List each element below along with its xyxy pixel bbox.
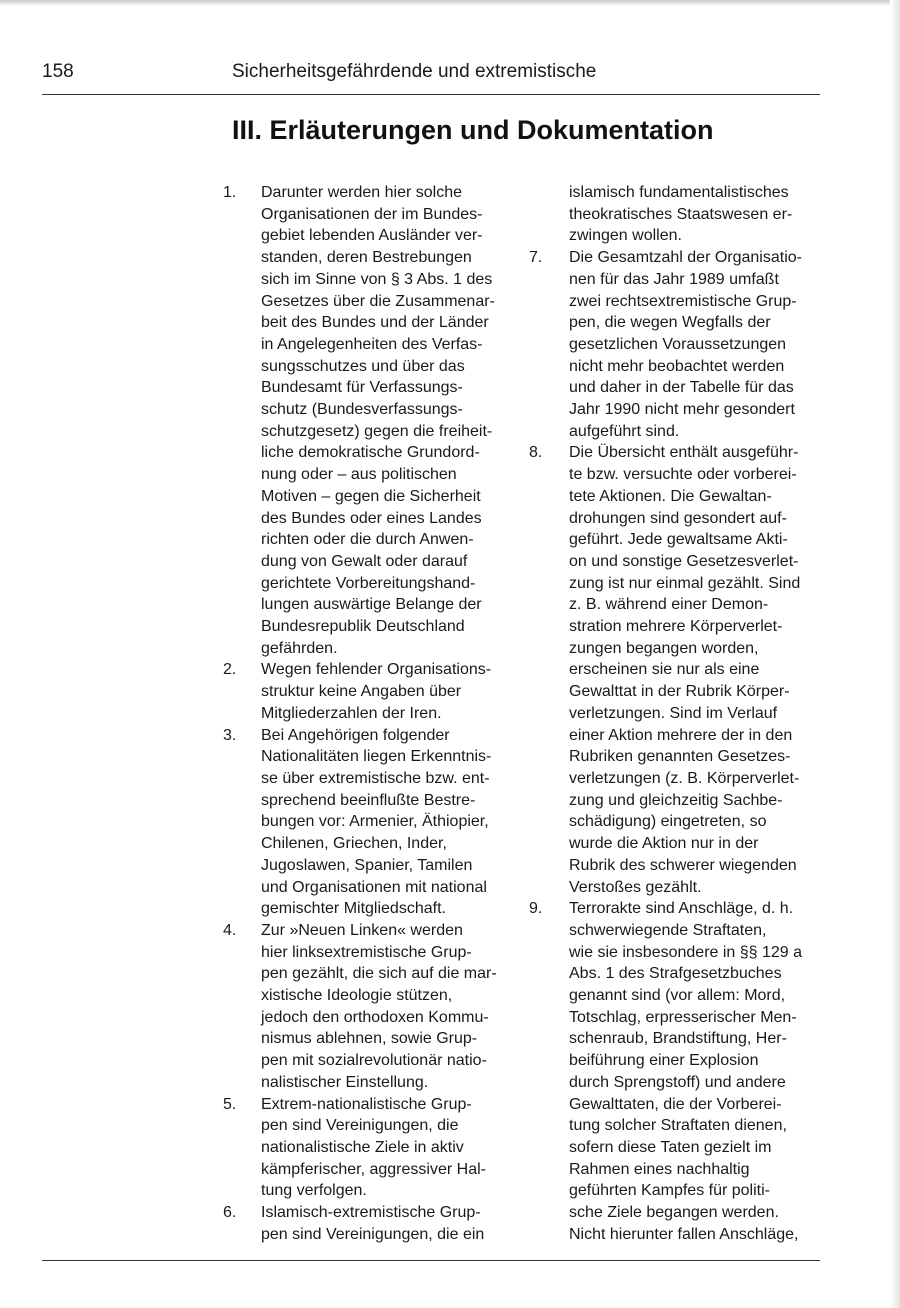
footnote-item: [223, 659, 515, 724]
footnote-text: [569, 898, 821, 1245]
text-line: einer Aktion mehrere der in den: [569, 726, 793, 744]
page-number: 158: [42, 61, 74, 82]
text-line: wie sie insbesondere in §§ 129 a: [569, 943, 803, 961]
text-line: zwingen wollen.: [569, 227, 682, 245]
text-line: kämpferischer, aggressiver Hal-: [261, 1160, 486, 1178]
footnote-text: [261, 659, 515, 724]
text-line: aufgeführt sind.: [569, 422, 680, 440]
text-line: nung oder – aus politischen: [261, 466, 457, 484]
footnote-item: [223, 1094, 515, 1203]
text-line: Verstoßes gezählt.: [569, 878, 702, 896]
text-line: pen mit sozialrevolutionär natio-: [261, 1052, 487, 1070]
bottom-rule: [42, 1260, 820, 1261]
text-line: Nicht hierunter fallen Anschläge,: [569, 1225, 799, 1243]
footnote-number: 6.: [223, 1204, 237, 1222]
footnote-number: 7.: [529, 249, 543, 267]
text-line: tete Aktionen. Die Gewaltan-: [569, 487, 772, 505]
text-line: verletzungen (z. B. Körperverlet-: [569, 769, 800, 787]
footnote-item: [223, 725, 515, 920]
text-line: Organisationen der im Bundes-: [261, 205, 483, 223]
text-line: Gewalttat in der Rubrik Körper-: [569, 683, 790, 701]
text-line: Extrem-nationalistische Grup-: [261, 1095, 472, 1113]
text-line: Jahr 1990 nicht mehr gesondert: [569, 401, 795, 419]
text-line: zungen begangen worden,: [569, 639, 759, 657]
text-line: Gewalttaten, die der Vorberei-: [569, 1095, 782, 1113]
scan-edge-right: [890, 0, 900, 1308]
text-line: liche demokratische Grundord-: [261, 444, 480, 462]
text-line: gebiet lebenden Ausländer ver-: [261, 227, 483, 245]
text-line: stration mehrere Körperverlet-: [569, 618, 783, 636]
text-line: Bundesrepublik Deutschland: [261, 618, 465, 636]
text-line: z. B. während einer Demon-: [569, 596, 769, 614]
text-line: Jugoslawen, Spanier, Tamilen: [261, 856, 473, 874]
footnote-number: 4.: [223, 921, 237, 939]
text-line: gefährden.: [261, 639, 338, 657]
text-line: Bei Angehörigen folgender: [261, 726, 450, 744]
text-line: theokratisches Staatswesen er-: [569, 205, 793, 223]
scan-edge-top: [0, 0, 900, 6]
text-line: jedoch den orthodoxen Kommu-: [261, 1008, 489, 1026]
text-line: drohungen sind gesondert auf-: [569, 509, 787, 527]
footnote-number: 3.: [223, 726, 237, 744]
text-line: on und sonstige Gesetzesverlet-: [569, 552, 799, 570]
text-line: wurde die Aktion nur in der: [569, 835, 759, 853]
text-line: zung ist nur einmal gezählt. Sind: [569, 574, 801, 592]
text-line: gemischter Mitgliedschaft.: [261, 900, 446, 918]
text-line: schutzgesetz) gegen die freiheit-: [261, 422, 493, 440]
footnote-text: [569, 442, 821, 898]
text-line: in Angelegenheiten des Verfas-: [261, 335, 483, 353]
footnote-item: [223, 182, 515, 659]
text-line: Totschlag, erpresserischer Men-: [569, 1008, 797, 1026]
text-line: schwerwiegende Straftaten,: [569, 921, 767, 939]
text-line: gerichtete Vorbereitungshand-: [261, 574, 476, 592]
text-line: Nationalitäten liegen Erkenntnis-: [261, 748, 492, 766]
footnote-number: 9.: [529, 900, 543, 918]
text-line: geführten Kampfes für politi-: [569, 1182, 770, 1200]
text-line: pen sind Vereinigungen, die: [261, 1117, 459, 1135]
text-line: nationalistische Ziele in aktiv: [261, 1138, 464, 1156]
text-line: Zur »Neuen Linken« werden: [261, 921, 463, 939]
text-line: Terrorakte sind Anschläge, d. h.: [569, 900, 794, 918]
text-line: hier linksextremistische Grup-: [261, 943, 472, 961]
text-line: genannt sind (vor allem: Mord,: [569, 987, 786, 1005]
footnote-number: 5.: [223, 1095, 237, 1113]
footnote-text: [261, 725, 515, 920]
continuation-of-note-6: [529, 182, 821, 247]
footnote-number: 1.: [223, 184, 237, 201]
text-line: verletzungen. Sind im Verlauf: [569, 704, 778, 722]
footnote-number: 8.: [529, 444, 543, 462]
footnote-item: [223, 920, 515, 1094]
text-line: richten oder die durch Anwen-: [261, 531, 474, 549]
text-line: und Organisationen mit national: [261, 878, 487, 896]
footnote-text: [261, 182, 515, 659]
section-title: III. Erläuterungen und Dokumentation: [232, 115, 714, 145]
text-line: des Bundes oder eines Landes: [261, 509, 482, 527]
text-line: zwei rechtsextremistische Grup-: [569, 292, 797, 310]
text-line: nalistischer Einstellung.: [261, 1073, 429, 1091]
text-line: islamisch fundamentalistisches: [569, 184, 789, 201]
text-line: xistische Ideologie stützen,: [261, 987, 453, 1005]
text-line: Islamisch-extremistische Grup-: [261, 1204, 481, 1222]
text-line: Die Übersicht enthält ausgeführ-: [569, 444, 799, 462]
right-column: [529, 182, 821, 1245]
text-line: schädigung) eingetreten, so: [569, 813, 767, 831]
footnote-number: 2.: [223, 661, 237, 679]
text-line: tung verfolgen.: [261, 1182, 367, 1200]
footnote-text: [261, 1094, 515, 1203]
text-line: schutz (Bundesverfassungs-: [261, 401, 463, 419]
text-line: geführt. Jede gewaltsame Akti-: [569, 531, 788, 549]
footnote-item: [529, 247, 821, 442]
text-line: Rubrik des schwerer wiegenden: [569, 856, 797, 874]
footnote-item: [529, 442, 821, 898]
text-line: durch Sprengstoff) und andere: [569, 1073, 786, 1091]
footnote-item: [529, 898, 821, 1245]
text-line: struktur keine Angaben über: [261, 683, 462, 701]
text-line: gesetzlichen Voraussetzungen: [569, 335, 787, 353]
footnote-text: [261, 920, 515, 1094]
text-line: beit des Bundes und der Länder: [261, 314, 489, 332]
text-line: Wegen fehlender Organisations-: [261, 661, 492, 679]
text-line: Rubriken genannten Gesetzes-: [569, 748, 791, 766]
text-line: bungen vor: Armenier, Äthiopier,: [261, 813, 489, 831]
text-line: nismus ablehnen, sowie Grup-: [261, 1030, 478, 1048]
text-line: standen, deren Bestrebungen: [261, 249, 472, 267]
running-header: [42, 60, 820, 95]
text-line: beiführung einer Explosion: [569, 1052, 759, 1070]
text-line: sche Ziele begangen werden.: [569, 1204, 779, 1222]
text-line: lungen auswärtige Belange der: [261, 596, 482, 614]
text-line: nicht mehr beobachtet werden: [569, 357, 785, 375]
text-line: Chilenen, Griechen, Inder,: [261, 835, 447, 853]
text-line: Mitgliederzahlen der Iren.: [261, 704, 442, 722]
text-line: Die Gesamtzahl der Organisatio-: [569, 249, 802, 267]
left-column: [223, 182, 515, 1245]
text-line: Bundesamt für Verfassungs-: [261, 379, 463, 397]
text-line: zung und gleichzeitig Sachbe-: [569, 791, 783, 809]
text-line: Motiven – gegen die Sicherheit: [261, 487, 481, 505]
text-line: Darunter werden hier solche: [261, 184, 462, 201]
text-line: te bzw. versuchte oder vorberei-: [569, 466, 797, 484]
text-line: erscheinen sie nur als eine: [569, 661, 760, 679]
footnote-item: [223, 1202, 515, 1245]
text-line: sungsschutzes und über das: [261, 357, 465, 375]
text-line: pen, die wegen Wegfalls der: [569, 314, 771, 332]
text-line: sofern diese Taten gezielt im: [569, 1138, 772, 1156]
footnote-text: [569, 247, 821, 442]
text-line: tung solcher Straftaten dienen,: [569, 1117, 787, 1135]
text-line: und daher in der Tabelle für das: [569, 379, 794, 397]
text-line: Abs. 1 des Strafgesetzbuches: [569, 965, 782, 983]
text-line: nen für das Jahr 1989 umfaßt: [569, 270, 779, 288]
footnote-text: [261, 1202, 515, 1245]
text-line: sich im Sinne von § 3 Abs. 1 des: [261, 270, 493, 288]
text-line: Rahmen eines nachhaltig: [569, 1160, 750, 1178]
text-line: pen sind Vereinigungen, die ein: [261, 1225, 485, 1243]
text-line: schenraub, Brandstiftung, Her-: [569, 1030, 787, 1048]
running-title: Sicherheitsgefährdende und extremistische: [232, 61, 597, 82]
text-line: sprechend beeinflußte Bestre-: [261, 791, 476, 809]
text-line: pen gezählt, die sich auf die mar-: [261, 965, 497, 983]
text-line: dung von Gewalt oder darauf: [261, 552, 468, 570]
text-line: se über extremistische bzw. ent-: [261, 769, 490, 787]
text-line: Gesetzes über die Zusammenar-: [261, 292, 495, 310]
